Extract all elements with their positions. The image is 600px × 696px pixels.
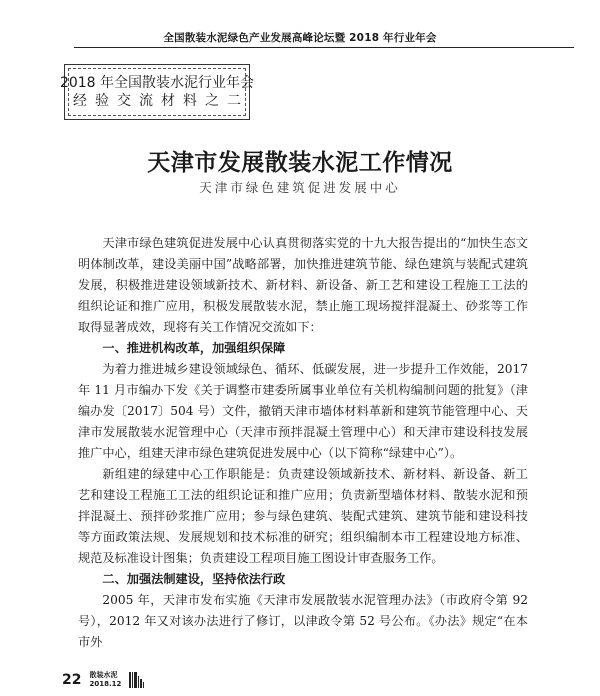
column-label-box <box>59 64 255 120</box>
page-number: 22 <box>62 672 82 688</box>
journal-issue: 2018.12 <box>89 680 122 688</box>
article-title: 天津市发展散装水泥工作情况 <box>147 149 453 176</box>
paragraph-1: 为着力推进城乡建设领域绿色、循环、低碳发展，进一步提升工作效能，2017 年 11 月市编办下发《关于调整市建委所属事业单位有关机构编制问题的批复》（津编办发〔2017〕504 号）文件，撤销天津市墙体材料革新和建筑节能管理中心、天津市发展散装水泥管理中心（天津市预拌混凝土管理中心）和天津市建设科技发展推广中心，组建天津市绿色建筑促进发展中心（以下简称“绿建中心”）。 <box>78 362 528 460</box>
journal-info <box>89 671 121 689</box>
article-author: 天津市绿色建筑促进发展中心 <box>199 180 401 195</box>
journal-name: 散装水泥 <box>89 671 118 679</box>
paragraph-3: 2005 年，天津市发布实施《天津市发展散装水泥管理办法》（市政府令第 92 号），2012 年又对该办法进行了修订，以津政令第 52 号公布。《办法》规定“在本市外 <box>78 593 528 649</box>
barcode-mark <box>129 672 144 688</box>
section-heading-2: 二、加强法制建设，坚持依法行政 <box>102 572 286 586</box>
paragraph-intro: 天津市绿色建筑促进发展中心认真贯彻落实党的十九大报告提出的“加快生态文明体制改革，建设美丽中国”战略部署，加快推进建筑节能、绿色建筑与装配式建筑发展，积极推进建设领域新技术、新材料、新设备、新工艺和建设工程施工工法的组织论证和推广应用，积极发展散装水泥，禁止施工现场搅拌混凝土、砂浆等工作取得显著成效，现将有关工作情况交流如下： <box>78 236 528 334</box>
column-label-line2: 经验交流材料之二 <box>73 93 249 109</box>
column-label-inner-frame <box>59 68 255 116</box>
page-footer <box>62 667 144 693</box>
header-rule <box>74 47 574 48</box>
column-label-line1: 2018 年全国散装水泥行业年会 <box>59 75 255 91</box>
paragraph-2: 新组建的绿建中心工作职能是：负责建设领域新技术、新材料、新设备、新工艺和建设工程施工工法的组织论证和推广应用；负责新型墙体材料、散装水泥和预拌混凝土、预拌砂浆推广应用；参与绿色建筑、装配式建筑、建筑节能和建设科技等方面政策法规、发展规划和技术标准的研究；组织编制本市工程建设地方标准、规范及标准设计图集；负责建设工程项目施工图设计审查服务工作。 <box>78 467 528 565</box>
running-head: 全国散装水泥绿色产业发展高峰论坛暨 2018 年行业年会 <box>163 32 437 44</box>
section-heading-1: 一、推进机构改革，加强组织保障 <box>102 341 286 355</box>
article-body <box>78 233 528 653</box>
